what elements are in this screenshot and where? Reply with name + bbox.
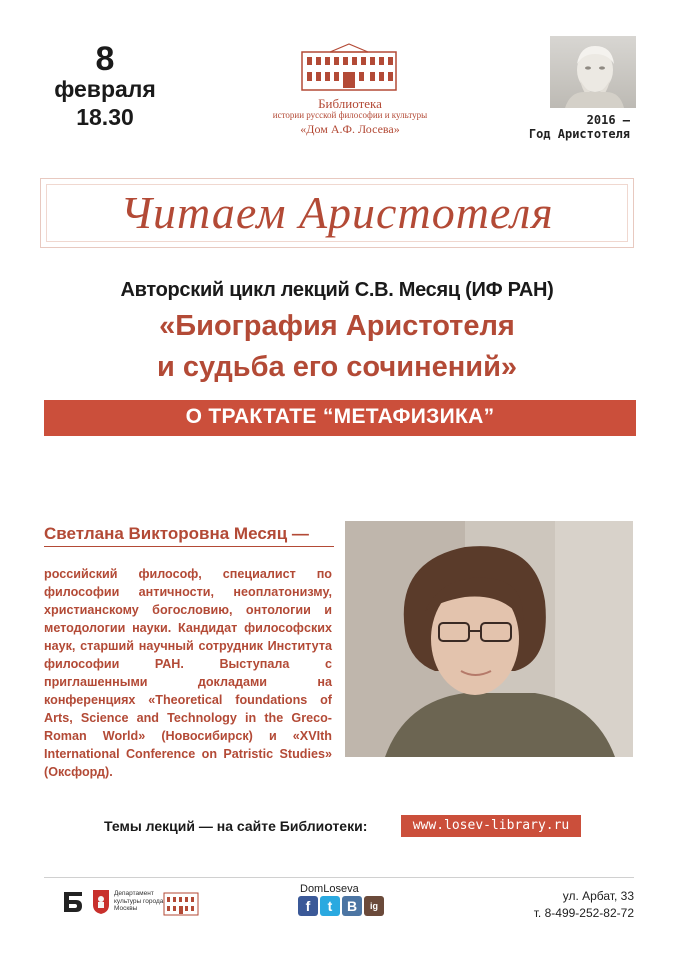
lecture-title-line2: и судьба его сочинений» xyxy=(156,351,518,383)
lecture-subtitle: О ТРАКТАТЕ “МЕТАФИЗИКА” xyxy=(185,405,495,428)
library-building-logo xyxy=(300,42,398,92)
speaker-divider xyxy=(44,546,334,547)
facebook-icon[interactable]: f xyxy=(298,896,318,916)
topics-label: Темы лекций — на сайте Библиотеки: xyxy=(104,818,368,834)
instagram-icon[interactable]: ig xyxy=(364,896,384,916)
library-small-logo xyxy=(163,887,199,917)
b-logo-icon xyxy=(62,890,84,914)
social-icons xyxy=(298,896,384,918)
lecture-series: Авторский цикл лекций С.В. Месяц (ИФ РАН) xyxy=(120,279,554,301)
year-title: Год Аристотеля xyxy=(528,127,630,141)
banner-title: Читаем Аристотеля xyxy=(120,187,554,238)
event-day: 8 xyxy=(95,40,115,78)
library-title: Библиотека xyxy=(318,96,382,111)
library-name: «Дом А.Ф. Лосева» xyxy=(300,122,400,136)
year-line: 2016 – xyxy=(586,113,630,127)
event-time: 18.30 xyxy=(76,104,134,130)
lecture-title-line1: «Биография Аристотеля xyxy=(159,310,515,342)
vk-icon[interactable]: B xyxy=(342,896,362,916)
phone: т. 8-499-252-82-72 xyxy=(533,906,634,920)
department-label: Департамент культуры города Москвы xyxy=(114,890,164,912)
library-website-link[interactable]: www.losev-library.ru xyxy=(401,815,581,837)
aristotle-bust-image xyxy=(550,36,636,108)
event-month: февраля xyxy=(54,76,156,102)
speaker-name: Светлана Викторовна Месяц — xyxy=(44,524,309,543)
address: ул. Арбат, 33 xyxy=(562,889,634,903)
social-handle: DomLoseva xyxy=(300,883,359,895)
moscow-coat-of-arms-icon xyxy=(92,889,110,915)
footer-divider xyxy=(44,877,634,878)
twitter-icon[interactable]: t xyxy=(320,896,340,916)
speaker-photo xyxy=(345,521,633,757)
library-subtitle: истории русской философии и культуры xyxy=(272,110,428,120)
speaker-bio: российский философ, специалист по философии античности, неоплатонизму, христианскому богословию, онтологии и методологии науки. Кандидат философских наук, старший научный сотрудник Института философии РАН. Выступала с приглашенными докладами на конференциях «Theoretical foundations of Arts, Science and Technology in the Greco-Roman World» (Новосибирск) и «XVIth International Conference on Patristic Studies» (Оксфорд). xyxy=(44,567,332,779)
